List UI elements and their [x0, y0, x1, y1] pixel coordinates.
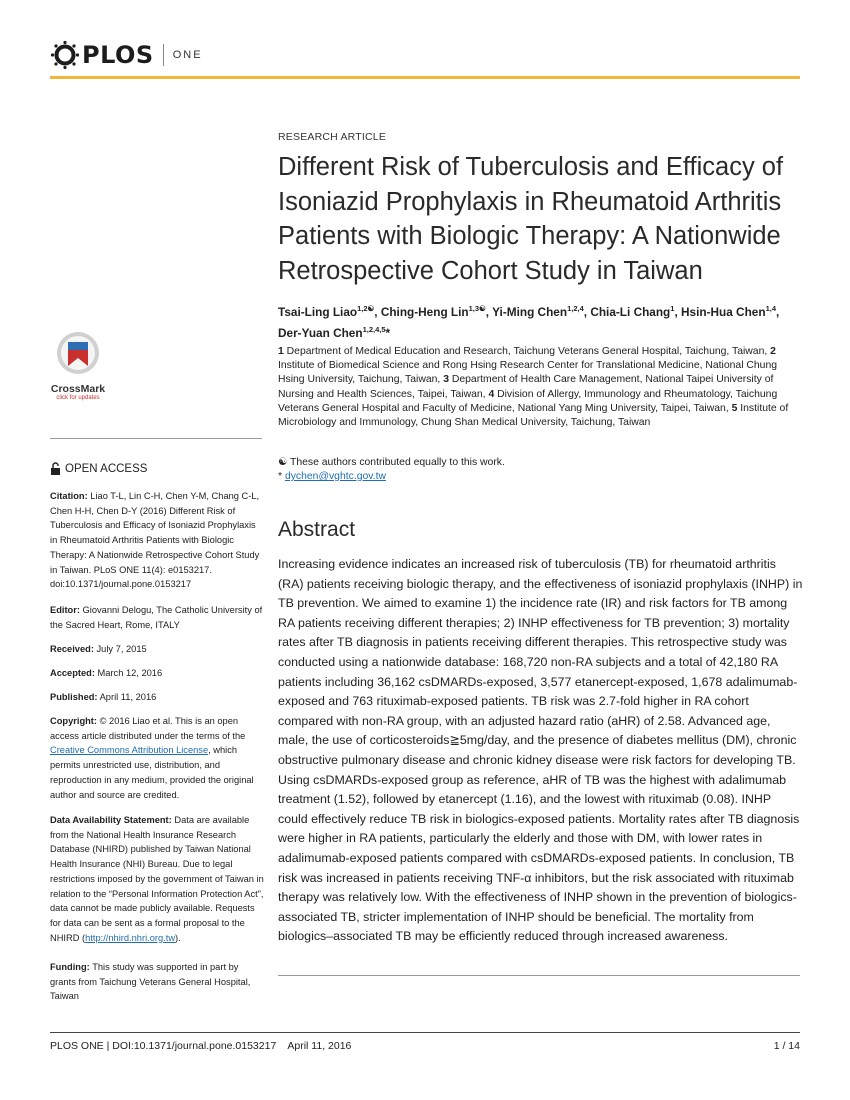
article-type: RESEARCH ARTICLE: [278, 131, 387, 143]
published-date: April 11, 2016: [99, 692, 157, 702]
plos-logo-icon: [50, 40, 80, 70]
copyright-text: © 2016 Liao et al. This is an open access article distributed under the terms of the: [50, 716, 246, 741]
author: Hsin-Hua Chen$^{1,4}$,: [681, 304, 780, 319]
author: Ching-Heng Lin$^{1,3☯}$,: [380, 304, 493, 319]
brand-name: PLOS: [82, 41, 154, 69]
email-prefix: *: [278, 471, 285, 482]
affiliation: 1 Department of Medical Education and Research, Taichung Veterans General Hospital, Taichung, Taiwan,: [278, 346, 768, 357]
affiliation: 3 Department of Health Care Management, National Taipei University of Nursing and Health Sciences, Taipei, Taiwan,: [278, 374, 774, 400]
received-date: July 7, 2015: [96, 644, 147, 654]
open-access-label: OPEN ACCESS: [65, 462, 148, 475]
funding-label: Funding:: [50, 962, 90, 972]
accepted-block: [50, 666, 264, 681]
affiliation: 5 Institute of Microbiology and Immunology, Chung Shan Medical University, Taichung, Taiwan: [278, 402, 789, 429]
received-label: Received:: [50, 644, 94, 654]
equal-contribution-note: ☯ These authors contributed equally to this work.: [278, 457, 505, 468]
editor-block: [50, 603, 264, 632]
funding-text: This study was supported in part by grants from Taichung Veterans General Hospital, Taiwan: [50, 962, 251, 1002]
funding-block: [50, 960, 264, 1004]
brand-sub: ONE: [172, 49, 203, 61]
plos-one-logo[interactable]: [50, 38, 210, 72]
abstract-rule: [278, 975, 800, 976]
author: Chia-Li Chang$^1$,: [590, 304, 681, 319]
copyright-block: [50, 714, 264, 802]
editor-text: Giovanni Delogu, The Catholic University of the Sacred Heart, Rome, ITALY: [50, 605, 263, 630]
abstract-heading: Abstract: [278, 518, 356, 541]
data-availability-label: Data Availability Statement:: [50, 815, 172, 825]
accepted-label: Accepted:: [50, 668, 95, 678]
affiliation: 4 Division of Allergy, Immunology and Rheumatology, Taichung Veterans General Hospital and Faculty of Medicine, National Yang Ming University, Taipei, Taiwan,: [278, 388, 778, 414]
editor-label: Editor:: [50, 605, 80, 615]
crossmark-icon: [55, 330, 101, 380]
license-link[interactable]: Creative Commons Attribution License: [50, 745, 209, 756]
data-availability-text: Data are available from the National Health Insurance Research Database (NHIRD) published by Taiwan National Health Insurance (NHI) Bureau. Due to legal restrictions imposed by the government of Taiwan in relation to the “Personal Information Protection Act”, data cannot be made publicly available. Requests for data can be sent as a formal proposal to the NHIRD (: [50, 815, 264, 943]
corresponding-email-line: [278, 471, 386, 482]
author-list: [278, 300, 798, 342]
footer-rule: [50, 1032, 800, 1033]
copyright-text-end: , which permits unrestricted use, distribution, and reproduction in any medium, provided the original author and source are credited.: [50, 745, 254, 800]
page-number: 1 / 14: [773, 1040, 800, 1052]
accepted-date: March 12, 2016: [97, 668, 163, 678]
brand-divider: [163, 44, 164, 66]
open-lock-icon: [50, 462, 61, 475]
email-link[interactable]: dychen@vghtc.gov.tw: [284, 471, 386, 482]
published-label: Published:: [50, 692, 98, 702]
author: Der-Yuan Chen$^{1,2,4,5}$*: [278, 324, 391, 340]
open-access-badge: [50, 462, 147, 475]
published-block: [50, 690, 264, 705]
crossmark-label: CrossMark: [50, 383, 106, 395]
received-block: [50, 642, 264, 657]
crossmark-badge[interactable]: [48, 330, 108, 400]
data-availability-block: [50, 813, 264, 945]
abstract-text: Increasing evidence indicates an increased risk of tuberculosis (TB) for rheumatoid arthritis (RA) patients receiving biologic therapy, and the effectiveness of isoniazid prophylaxis (INHP) in TB prevention. We aimed to examine 1) the incidence rate (IR) and risk factors for TB among RA patients receiving different therapies; 2) INHP effectiveness for TB prevention; 3) mortality rates after TB diagnosis in patients receiving different therapies. This retrospective study was conducted using a nationwide database: 168,720 non-RA subjects and a total of 42,180 RA patients including 36,162 csDMARDs-exposed, 3,577 etanercept-exposed, 1,678 adalimumab-exposed and 763 rituximab-exposed patients. TB risk was 2.7-fold higher in RA cohort compared with non-RA group, with an adjusted hazard ratio (aHR) of 2.58. Advanced age, male, the use of corticosteroids≧5mg/day, and the presence of diabetes mellitus (DM), chronic obstructive pulmonary disease and chronic kidney disease were risk factors for developing TB. Using csDMARDs-exposed group as reference, aHR of TB was the highest with adalimumab treatment (1.52), followed by etanercept (1.16), and the lowest with rituximab (0.08). INHP could effectively reduce TB risk in biologics-exposed patients. Mortality rates after TB diagnosis were higher in RA patients, particularly the elderly and those with DM, with lower rates in adalimumab-exposed patients compared with csDMARDs-exposed patients. In conclusion, TB risk was increased in patients receiving TNF-α inhibitors, but the risk associated with rituximab therapy was relatively low. With the effectiveness of INHP shown in the prevention of biologics-associated TB, stricter implementation of INHP should be beneficial. The mortality from biologics–associated TB may be efficiently reduced through increased awareness.: [278, 557, 803, 944]
footer-citation: PLOS ONE | DOI:10.1371/journal.pone.0153217 April 11, 2016: [50, 1040, 352, 1052]
citation-block: [50, 489, 264, 592]
citation-text: Liao T-L, Lin C-H, Chen Y-M, Chang C-L, Chen H-H, Chen D-Y (2016) Different Risk of Tuberculosis and Efficacy of Isoniazid Prophylaxis in Rheumatoid Arthritis Patients with Biologic Therapy: A Nationwide Retrospective Cohort Study in Taiwan. PLoS ONE 11(4): e0153217. doi:10.1371/journal.pone.0153217: [50, 491, 260, 590]
affiliation: 2 Institute of Biomedical Science and Rong Hsing Research Center for Translational Medicine, National Chung Hsing University, Taichung, Taiwan,: [278, 346, 778, 386]
author: Yi-Ming Chen$^{1,2,4}$,: [492, 304, 591, 319]
copyright-label: Copyright:: [50, 716, 97, 726]
article-title: Different Risk of Tuberculosis and Efficacy of Isoniazid Prophylaxis in Rheumatoid Arthritis Patients with Biologic Therapy: A Nationwide Retrospective Cohort Study in Taiwan: [278, 153, 784, 285]
author: Tsai-Ling Liao$^{1,2☯}$,: [278, 304, 381, 319]
data-availability-end: ).: [175, 932, 181, 943]
nhird-link[interactable]: http://nhird.nhri.org.tw: [85, 932, 176, 943]
crossmark-sub: click for updates: [56, 395, 100, 401]
citation-label: Citation:: [50, 491, 88, 501]
affiliations: [278, 345, 803, 430]
header-rule: [50, 76, 800, 79]
sidebar-rule: [50, 438, 262, 439]
